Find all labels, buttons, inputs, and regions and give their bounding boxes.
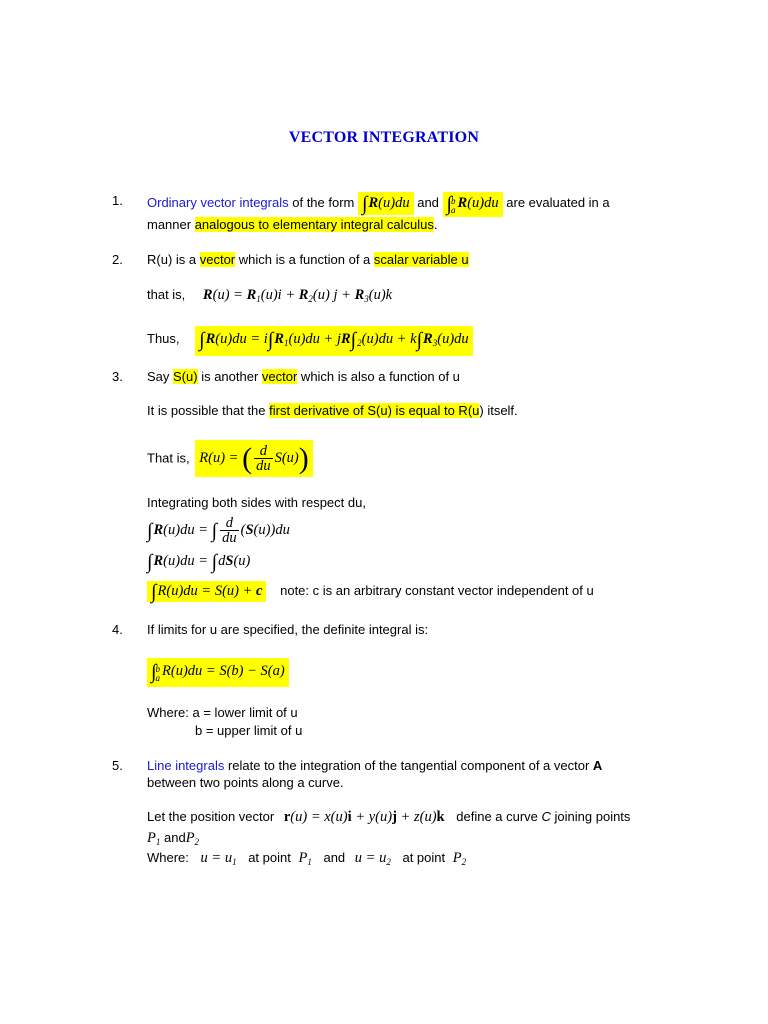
formula-indefinite-integral: ∫R(u)du — [358, 192, 414, 215]
highlight-first-derivative: first derivative of S(u) is equal to R(u — [269, 403, 480, 418]
highlight-vector: vector — [199, 252, 236, 267]
highlight-scalar-variable: scalar variable u — [373, 252, 469, 267]
item-5-points: $P_1$ andP$_2$ — [147, 830, 200, 847]
formula-definite-integral: ∫ b a R(u)du — [443, 192, 503, 217]
item-5-line-2: between two points along a curve. — [147, 775, 344, 790]
term-line-integrals: Line integrals — [147, 758, 225, 773]
item-4-where-b: b = upper limit of u — [195, 723, 303, 738]
item-4-formula-line — [147, 658, 289, 687]
item-3-possible: It is possible that the first derivative of S(u) is equal to R(u) itself. — [147, 403, 518, 418]
item-number: 3. — [112, 369, 123, 384]
formula-integral-ds: ∫R(u)du = ∫dS(u) — [147, 551, 251, 573]
highlight-analogous: analogous to elementary integral calculus — [194, 217, 434, 232]
formula-definite-result: ∫ b a R(u)du = S(b) − S(a) — [147, 658, 289, 687]
note-constant-vector: note: c is an arbitrary constant vector independent of u — [280, 583, 594, 598]
term-ordinary-vector-integrals: Ordinary vector integrals — [147, 195, 289, 210]
item-3-integrating: Integrating both sides with respect du, — [147, 495, 366, 510]
formula-vector-components: $R(u) = R_1(u)i + R_2(u) j + R_3(u)k$ — [202, 287, 393, 304]
item-3-that-is: That is, R(u) = ( $\frac{d}{du}$ S(u)) — [147, 440, 313, 477]
formula-integrate-both-sides: ∫R(u)du = ∫ $\frac{d}{du}$ (S(u))du — [147, 515, 290, 546]
page-title: VECTOR INTEGRATION — [288, 129, 480, 146]
item-number: 2. — [112, 252, 123, 267]
formula-component-integrals: $\int R(u)du = i\int R_1(u)du + jR\int_2(u)du + k\int R_3(u)du$ — [195, 326, 473, 356]
item-1-line-1: Ordinary vector integrals of the form ∫R(u)du and ∫ b a R(u)du are evaluated in a — [147, 193, 610, 215]
formula-derivative-relation: R(u) = ( $\frac{d}{du}$ S(u)) — [195, 440, 313, 477]
item-number: 5. — [112, 758, 123, 773]
item-5-position-vector: Let the position vector r(u) = x(u)i + y(u)j + z(u)k define a curve C joining points — [147, 809, 631, 825]
item-5-where: Where: $u = u_1$ at point $P_1$ and $u = u_2$ at point $P_2$ — [147, 850, 467, 867]
formula-position-vector: r(u) = x(u)i + y(u)j + z(u)k — [283, 809, 445, 825]
item-3-result-line — [147, 581, 594, 602]
item-4-text: If limits for u are specified, the definite integral is: — [147, 622, 429, 637]
item-2-line-1: R(u) is a vector which is a function of a scalar variable u — [147, 252, 469, 267]
item-1-line-2: manner analogous to elementary integral calculus. — [147, 217, 438, 232]
item-number: 1. — [112, 193, 123, 208]
item-2-thus: Thus, $\int R(u)du = i\int R_1(u)du + jR\int_2(u)du + k\int R_3(u)du$ — [147, 326, 473, 356]
item-4-where-a: Where: a = lower limit of u — [147, 705, 298, 720]
highlight-su: S(u) — [173, 369, 198, 384]
formula-result: ∫R(u)du = S(u) + c — [147, 581, 266, 602]
item-3-line-1: Say S(u) is another vector which is also a function of u — [147, 369, 460, 384]
item-2-that-is: that is, $R(u) = R_1(u)i + R_2(u) j + R_3(u)k$ — [147, 287, 393, 304]
item-number: 4. — [112, 622, 123, 637]
item-5-line-1: Line integrals relate to the integration of the tangential component of a vector A — [147, 758, 603, 773]
highlight-vector: vector — [261, 369, 298, 384]
